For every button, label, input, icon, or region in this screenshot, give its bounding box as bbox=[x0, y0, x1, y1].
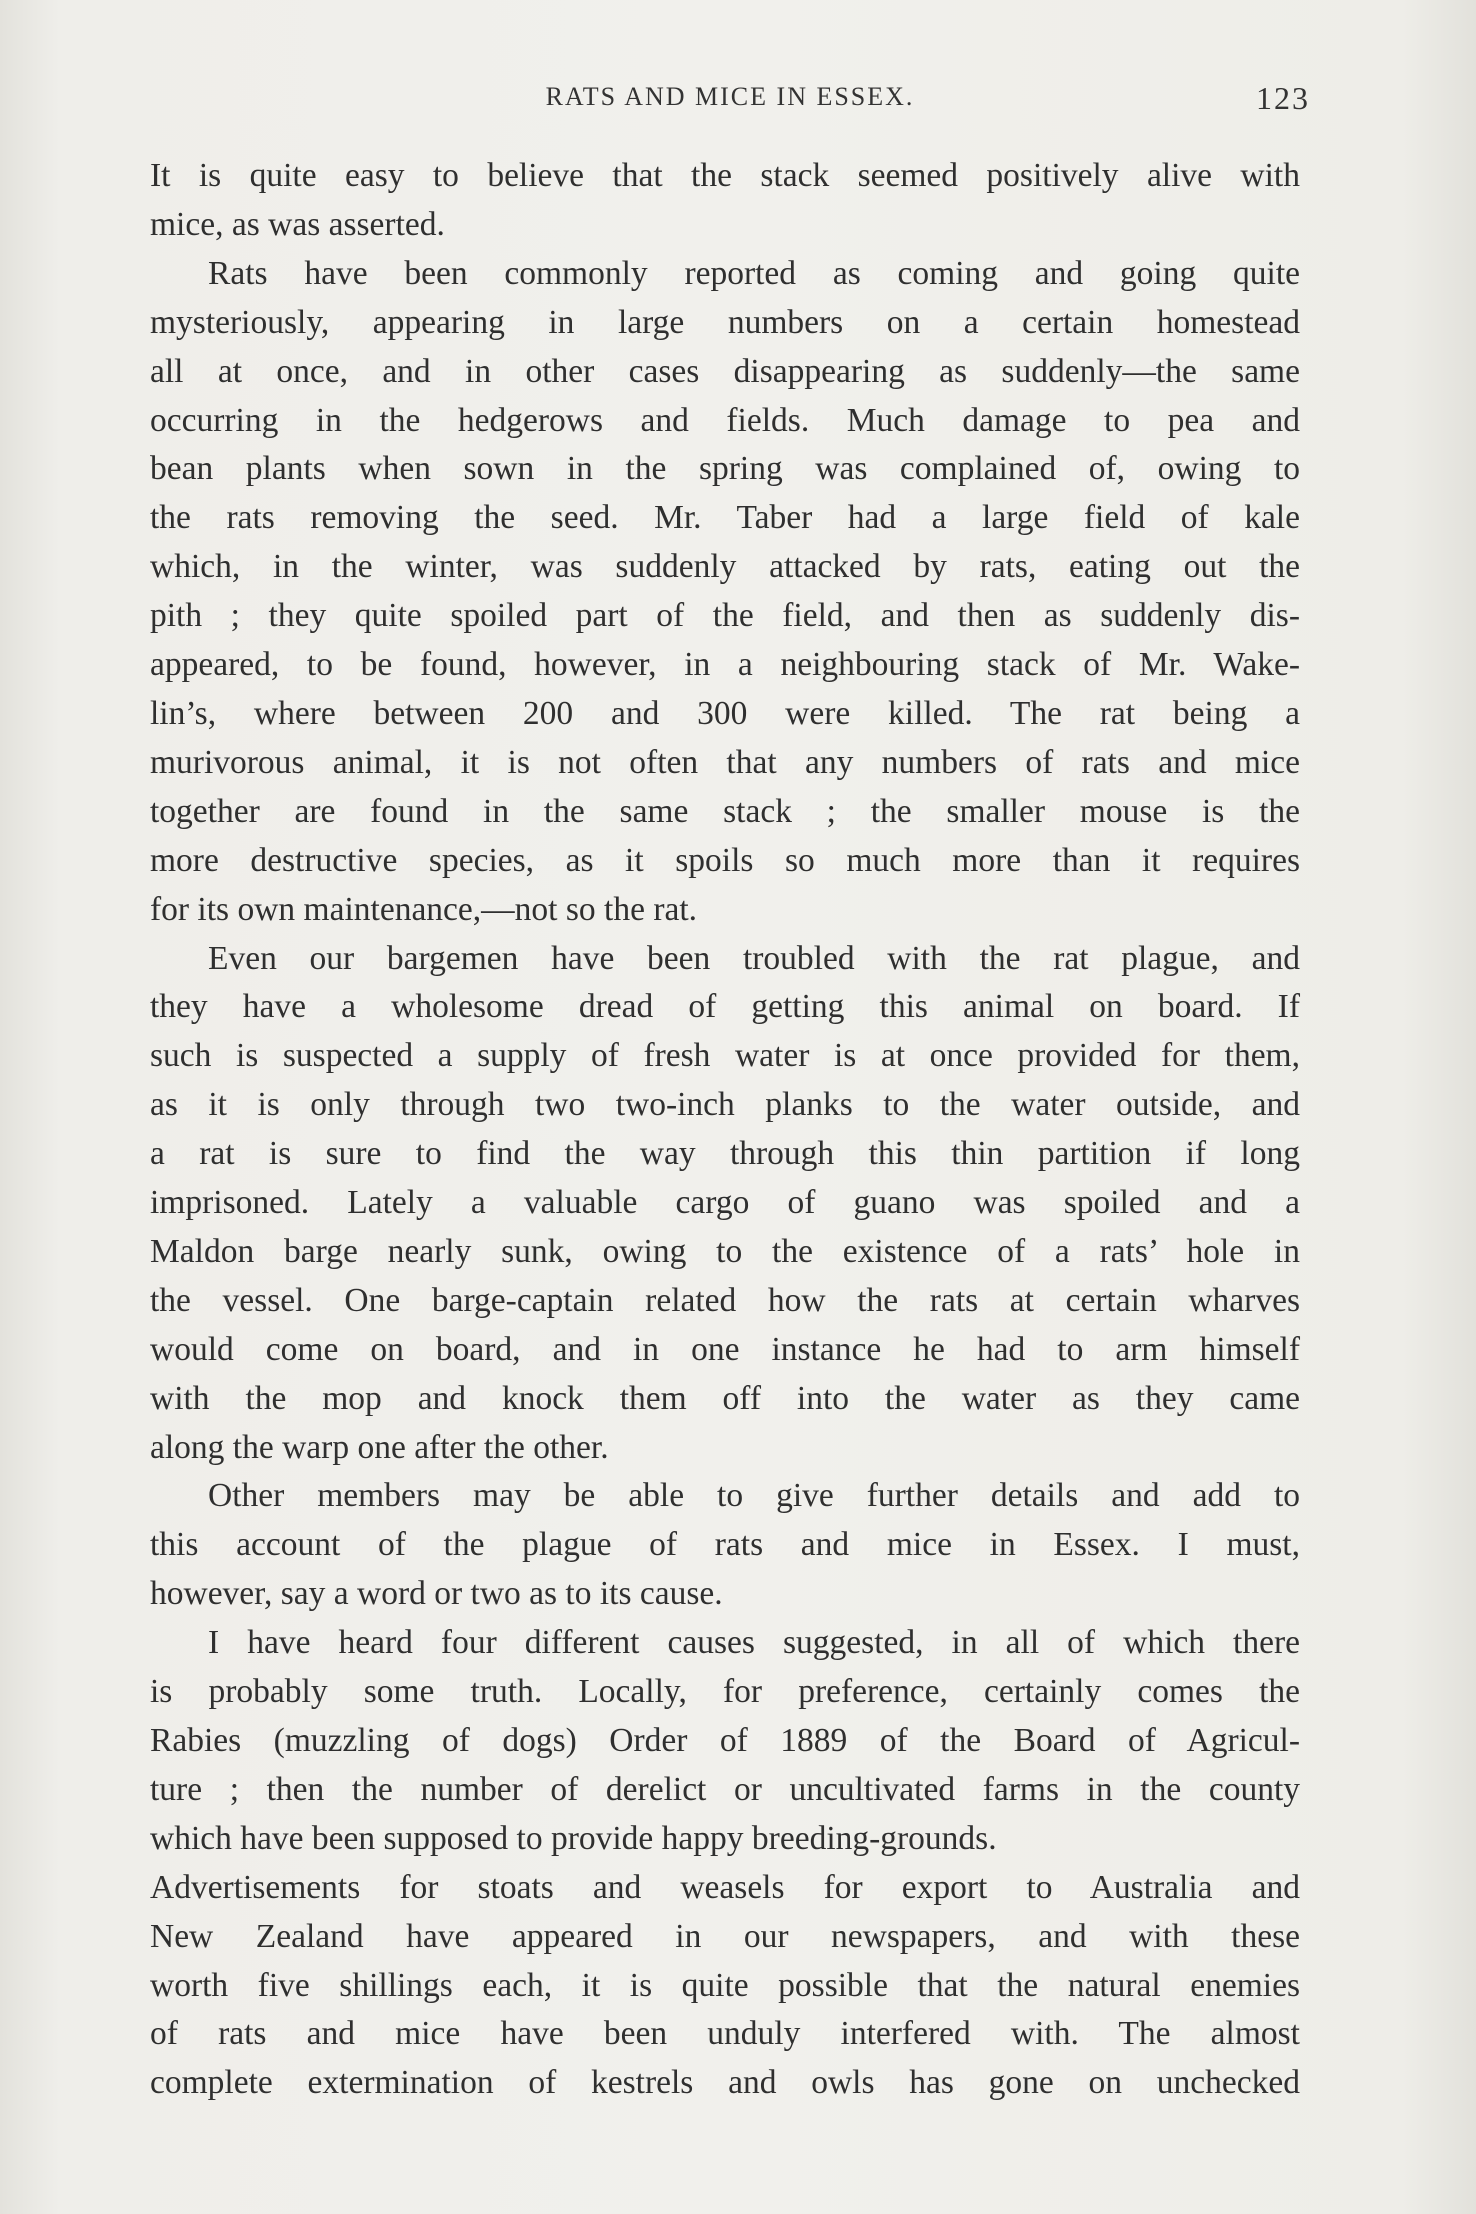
paragraph-line bbox=[150, 445, 1300, 494]
paragraph-line bbox=[150, 1081, 1300, 1130]
paragraph bbox=[150, 1472, 1300, 1521]
text-line: appeared, to be found, however, in a neighbouring stack of Mr. Wake- bbox=[150, 646, 1300, 684]
text-line: mice, as was asserted. bbox=[150, 205, 445, 243]
running-head bbox=[150, 82, 1310, 122]
paragraph-last-line bbox=[150, 886, 1300, 935]
paragraph-line bbox=[150, 1766, 1300, 1815]
text-line: as it is only through two two-inch planks to the water outside, and bbox=[150, 1086, 1300, 1124]
text-line: all at once, and in other cases disappearing as suddenly—the same bbox=[150, 352, 1300, 390]
text-line: New Zealand have appeared in our newspapers, and with these bbox=[150, 1917, 1300, 1955]
paragraph-line bbox=[150, 837, 1300, 886]
text-line: mysteriously, appearing in large numbers on a certain homestead bbox=[150, 303, 1300, 341]
text-line: complete extermination of kestrels and owls has gone on unchecked bbox=[150, 2064, 1300, 2102]
paragraph-line bbox=[150, 1130, 1300, 1179]
paragraph-line bbox=[150, 1179, 1300, 1228]
paragraph bbox=[150, 1619, 1300, 1668]
page-number: 123 bbox=[1256, 80, 1310, 116]
text-line: this account of the plague of rats and mice in Essex. I must, bbox=[150, 1526, 1300, 1564]
paragraph-line bbox=[150, 1668, 1300, 1717]
text-line: with the mop and knock them off into the water as they came bbox=[150, 1379, 1300, 1417]
paragraph-line bbox=[150, 1717, 1300, 1766]
text-line: however, say a word or two as to its cause. bbox=[150, 1575, 723, 1613]
text-line: lin’s, where between 200 and 300 were killed. The rat being a bbox=[150, 694, 1300, 732]
text-line: imprisoned. Lately a valuable cargo of guano was spoiled and a bbox=[150, 1184, 1300, 1222]
paragraph-last-line bbox=[150, 1424, 1300, 1473]
paragraph-line bbox=[150, 494, 1300, 543]
paragraph-line bbox=[150, 1864, 1300, 1913]
text-line: occurring in the hedgerows and fields. Much damage to pea and bbox=[150, 401, 1300, 439]
paragraph-line bbox=[150, 1521, 1300, 1570]
paragraph-line bbox=[150, 2010, 1300, 2059]
text-line: more destructive species, as it spoils so much more than it requires bbox=[150, 841, 1300, 879]
text-line: I have heard four different causes suggested, in all of which there bbox=[208, 1624, 1300, 1662]
paragraph bbox=[150, 935, 1300, 984]
text-line: they have a wholesome dread of getting this animal on board. If bbox=[150, 988, 1300, 1026]
paragraph-line bbox=[150, 543, 1300, 592]
text-line: It is quite easy to believe that the stack seemed positively alive with bbox=[150, 157, 1300, 194]
paragraph-line bbox=[150, 299, 1300, 348]
paragraph-line bbox=[150, 397, 1300, 446]
text-line: Other members may be able to give further details and add to bbox=[208, 1477, 1300, 1515]
paragraph-line bbox=[150, 348, 1300, 397]
text-line: bean plants when sown in the spring was complained of, owing to bbox=[150, 450, 1300, 488]
text-line: Rabies (muzzling of dogs) Order of 1889 of the Board of Agricul- bbox=[150, 1722, 1300, 1759]
text-line: Advertisements for stoats and weasels for export to Australia and bbox=[150, 1868, 1300, 1906]
paragraph bbox=[150, 152, 1300, 201]
text-line: pith ; they quite spoiled part of the field, and then as suddenly dis- bbox=[150, 597, 1300, 635]
paragraph-last-line bbox=[150, 201, 1300, 250]
text-line: a rat is sure to find the way through this thin partition if long bbox=[150, 1135, 1300, 1173]
paragraph-line bbox=[150, 2059, 1300, 2108]
text-line: would come on board, and in one instance he had to arm himself bbox=[150, 1330, 1300, 1368]
text-line: the rats removing the seed. Mr. Taber had a large field of kale bbox=[150, 499, 1300, 537]
text-line: together are found in the same stack ; the smaller mouse is the bbox=[150, 792, 1300, 830]
paragraph-line bbox=[150, 641, 1300, 690]
paragraph bbox=[150, 250, 1300, 299]
text-line: for its own maintenance,—not so the rat. bbox=[150, 890, 698, 928]
paragraph-line bbox=[150, 592, 1300, 641]
paragraph-line bbox=[150, 1228, 1300, 1277]
text-line: such is suspected a supply of fresh water is at once provided for them, bbox=[150, 1037, 1300, 1075]
paragraph-line bbox=[150, 1962, 1300, 2011]
text-line: which have been supposed to provide happy breeding-grounds. bbox=[150, 1819, 997, 1857]
paragraph-line bbox=[150, 1032, 1300, 1081]
paragraph-line bbox=[150, 690, 1300, 739]
text-line: is probably some truth. Locally, for preference, certainly comes the bbox=[150, 1673, 1300, 1711]
text-line: Maldon barge nearly sunk, owing to the existence of a rats’ hole in bbox=[150, 1232, 1300, 1270]
text-line: of rats and mice have been unduly interfered with. The almost bbox=[150, 2015, 1300, 2053]
text-line: murivorous animal, it is not often that any numbers of rats and mice bbox=[150, 743, 1300, 781]
paragraph-line bbox=[150, 1277, 1300, 1326]
paragraph-line bbox=[150, 1815, 1300, 1864]
paragraph-line bbox=[150, 1375, 1300, 1424]
paragraph-last-line bbox=[150, 1570, 1300, 1619]
paragraph-line bbox=[150, 739, 1300, 788]
text-line: Rats have been commonly reported as coming and going quite bbox=[208, 254, 1300, 292]
body-text bbox=[150, 152, 1300, 2108]
text-line: ture ; then the number of derelict or uncultivated farms in the county bbox=[150, 1770, 1300, 1808]
paragraph-line bbox=[150, 1326, 1300, 1375]
running-title: RATS AND MICE IN ESSEX. bbox=[545, 82, 915, 111]
text-line: worth five shillings each, it is quite possible that the natural enemies bbox=[150, 1966, 1300, 2004]
text-line: along the warp one after the other. bbox=[150, 1428, 609, 1466]
paragraph-line bbox=[150, 1913, 1300, 1962]
text-line: the vessel. One barge-captain related how the rats at certain wharves bbox=[150, 1281, 1300, 1319]
paragraph-line bbox=[150, 983, 1300, 1032]
text-line: Even our bargemen have been troubled with the rat plague, and bbox=[208, 939, 1300, 977]
text-line: which, in the winter, was suddenly attacked by rats, eating out the bbox=[150, 548, 1300, 586]
paragraph-line bbox=[150, 788, 1300, 837]
